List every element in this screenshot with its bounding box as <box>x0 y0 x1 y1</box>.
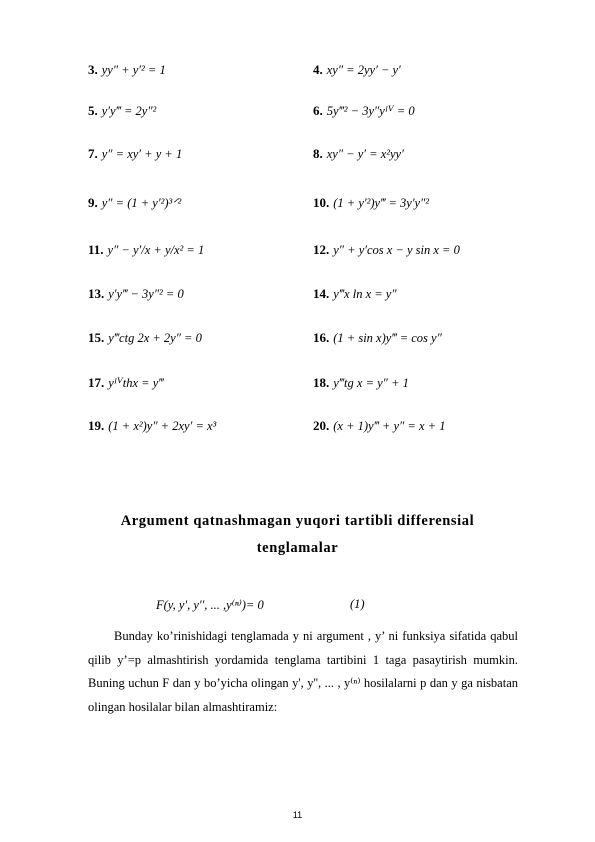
problem-number: 8. <box>313 146 323 161</box>
problem-equation: yᴵⱽthx = y‴ <box>108 376 164 390</box>
section-title-line-2: tenglamalar <box>256 540 339 556</box>
problem-13 <box>88 286 184 302</box>
problem-equation: y‴tg x = y″ + 1 <box>333 376 409 390</box>
body-paragraph <box>88 625 518 719</box>
problem-number: 15. <box>88 330 105 345</box>
problem-number: 20. <box>313 418 330 433</box>
problem-15 <box>88 330 202 346</box>
page-number: 11 <box>292 810 303 820</box>
problem-equation: y″ − y′/x + y/x² = 1 <box>107 243 205 257</box>
problem-11 <box>88 242 204 258</box>
problem-4 <box>313 62 401 78</box>
problem-5 <box>88 103 156 119</box>
problem-number: 16. <box>313 330 330 345</box>
problem-number: 5. <box>88 103 98 118</box>
problem-equation: (x + 1)y‴ + y″ = x + 1 <box>333 419 446 433</box>
problem-7 <box>88 146 182 162</box>
problem-number: 18. <box>313 375 330 390</box>
problem-equation: y′y‴ = 2y″² <box>101 104 157 118</box>
problem-equation: y‴ctg 2x + 2y″ = 0 <box>108 331 202 345</box>
problem-equation: y″ = (1 + y′²)³ᐟ² <box>101 196 182 210</box>
problem-equation: xy″ − y′ = x²yy′ <box>326 147 404 161</box>
problem-equation: (1 + x²)y″ + 2xy′ = x³ <box>108 419 217 433</box>
problem-equation: y′y‴ − 3y″² = 0 <box>108 287 184 301</box>
problem-12 <box>313 242 460 258</box>
problem-number: 12. <box>313 242 330 257</box>
problem-number: 10. <box>313 195 330 210</box>
problem-number: 17. <box>88 375 105 390</box>
problem-19 <box>88 418 216 434</box>
problem-number: 9. <box>88 195 98 210</box>
problem-16 <box>313 330 442 346</box>
problem-number: 13. <box>88 286 105 301</box>
problem-8 <box>313 146 404 162</box>
problem-equation: y″ = xy′ + y + 1 <box>101 147 183 161</box>
problem-9 <box>88 195 181 211</box>
problem-20 <box>313 418 445 434</box>
problem-18 <box>313 375 409 391</box>
problem-3 <box>88 62 166 78</box>
problem-17 <box>88 375 164 391</box>
problem-equation: (1 + y′²)y‴ = 3y′y″² <box>333 196 430 210</box>
problem-number: 7. <box>88 146 98 161</box>
problem-14 <box>313 286 397 302</box>
problem-number: 4. <box>313 62 323 77</box>
problem-equation: (1 + sin x)y‴ = cos y″ <box>333 331 442 345</box>
paragraph-text: Bunday ko’rinishidagi tenglamada y ni argument , y’ ni funksiya sifatida qabul qilib y’=p almashtirish yordamida tenglama tartibini 1 taga pasaytirish mumkin. Buning uchun F dan y bo’yicha olingan y', y'', ... , y⁽ⁿ⁾ hosilalarni p dan y ga nisbatan olingan hosilalar bilan almashtiramiz: <box>88 629 518 714</box>
problem-equation: xy″ = 2yy′ − y′ <box>326 63 401 77</box>
problem-6 <box>313 103 415 119</box>
problem-equation: y‴x ln x = y″ <box>333 287 397 301</box>
problem-equation: y″ + y′cos x − y sin x = 0 <box>333 243 460 257</box>
problem-number: 11. <box>88 242 104 257</box>
section-title-line-1: Argument qatnashmagan yuqori tartibli differensial <box>120 513 475 529</box>
problem-10 <box>313 195 429 211</box>
problem-number: 6. <box>313 103 323 118</box>
equation-number: (1) <box>350 597 365 611</box>
problem-number: 3. <box>88 62 98 77</box>
problem-equation: 5y‴² − 3y″yᴵⱽ = 0 <box>326 104 415 118</box>
general-equation: F(y, y', y'', ... ,y⁽ⁿ⁾)= 0 <box>156 598 264 612</box>
problem-equation: yy″ + y′² = 1 <box>101 63 166 77</box>
problem-number: 19. <box>88 418 105 433</box>
problem-number: 14. <box>313 286 330 301</box>
